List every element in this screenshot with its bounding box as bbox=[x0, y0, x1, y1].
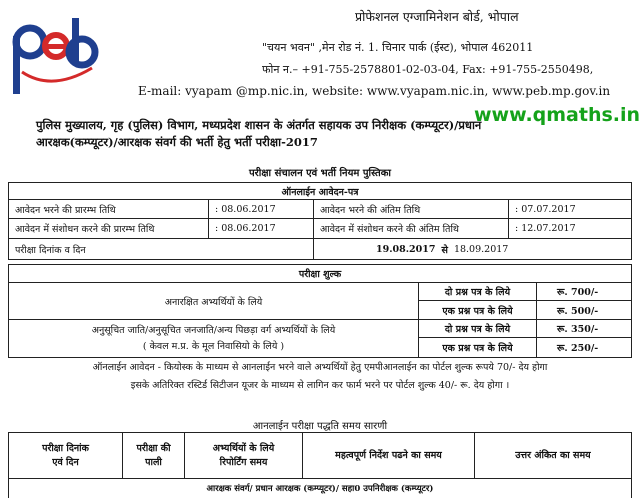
end-date-value: : 07.07.2017 bbox=[509, 200, 631, 219]
online-form-heading: ऑनलाईन आवेदन-पत्र bbox=[9, 183, 631, 200]
schedule-row-caption: आरक्षक संवर्ग/ प्रधान आरक्षक (कम्प्यूटर)/ सहा0 उपनिरीक्षक (कम्प्यूटर) bbox=[206, 483, 434, 494]
portal-fee-note-2: इसके अतिरिक्त रस्टिर्ड सिटीजन यूजर के माध्यम से लागिन कर फार्म भरने पर पोर्टल शुल्क 40/- रू. देय होगा । bbox=[130, 380, 510, 391]
org-email-website: E-mail: vyapam @mp.nic.in, website: www.vyapam.nic.in, www.peb.mp.gov.in bbox=[138, 84, 611, 98]
schedule-header-shift: परीक्षा की पाली bbox=[123, 433, 185, 479]
exam-date-from: 19.08.2017 bbox=[376, 243, 436, 255]
document-title bbox=[36, 117, 616, 151]
peb-logo bbox=[8, 14, 100, 100]
watermark-text: www.qmaths.in bbox=[474, 104, 640, 126]
schedule-header-date: परीक्षा दिनांक एवं दिन bbox=[9, 433, 123, 479]
org-phone: फोन न.– +91-755-2578801-02-03-04, Fax: +91-755-2550498, bbox=[262, 63, 594, 76]
fee-heading: परीक्षा शुल्क bbox=[9, 265, 631, 283]
fee-amount-general-two: रू. 700/- bbox=[537, 283, 631, 301]
fee-papers-reserved-two: दो प्रश्न पत्र के लिये bbox=[419, 320, 537, 338]
start-date-label: आवेदन भरने की प्रारम्भ तिथि bbox=[9, 200, 209, 219]
title-line-2: आरक्षक(कम्प्यूटर)/आरक्षक संवर्ग की भर्ती हेतु भर्ती परीक्षा-2017 bbox=[36, 135, 318, 149]
org-address: "चयन भवन" ,मेन रोड नं. 1. चिनार पार्क (ईस्ट), भोपाल 462011 bbox=[262, 41, 534, 54]
portal-fee-note-1: ऑनलाईन आवेदन - कियोस्क के माध्यम से आनलाईन भरने वाले अभ्यर्थियों हेतु एमपीआनलाईन का पोर्टल शुल्क रूपये 70/- देय होगा bbox=[92, 362, 548, 373]
schedule-header-instructions: महत्वपूर्ण निर्देश पढने का समय bbox=[303, 433, 475, 479]
fee-amount-reserved-two: रू. 350/- bbox=[537, 320, 631, 338]
fee-amount-general-one: रू. 500/- bbox=[537, 301, 631, 320]
exam-date-sep: से bbox=[441, 244, 448, 256]
schedule-title: आनलाईन परीक्षा पद्धति समय सारणी bbox=[252, 421, 388, 432]
schedule-header-reporting: अभ्यर्थियों के लिये रिपोर्टिंग समय bbox=[185, 433, 303, 479]
exam-date-range bbox=[314, 239, 631, 259]
fee-category-general: अनारक्षित अभ्यर्थियों के लिये bbox=[9, 283, 419, 320]
fee-papers-general-one: एक प्रश्न पत्र के लिये bbox=[419, 301, 537, 320]
fee-amount-reserved-one: रू. 250/- bbox=[557, 343, 599, 354]
fee-table bbox=[8, 264, 632, 358]
edit-end-label: आवेदन में संशोधन करने की अंतिम तिथि bbox=[314, 219, 509, 239]
edit-start-value: : 08.06.2017 bbox=[209, 219, 314, 239]
start-date-value: : 08.06.2017 bbox=[209, 200, 314, 219]
edit-start-label: आवेदन में संशोधन करने की प्रारम्भ तिथि bbox=[9, 219, 209, 239]
exam-date-to: 18.09.2017 bbox=[453, 243, 509, 255]
exam-date-label: परीक्षा दिनांक व दिन bbox=[9, 239, 314, 259]
document-subtitle: परीक्षा संचालन एवं भर्ती नियम पुस्तिका bbox=[248, 168, 392, 179]
end-date-label: आवेदन भरने की अंतिम तिथि bbox=[314, 200, 509, 219]
fee-papers-general-two: दो प्रश्न पत्र के लिये bbox=[419, 283, 537, 301]
fee-papers-reserved-one: एक प्रश्न पत्र के लिये bbox=[419, 338, 537, 357]
fee-category-reserved bbox=[9, 320, 419, 357]
online-form-table bbox=[8, 182, 632, 260]
fee-category-reserved-line1: अनुसूचित जाति/अनुसूचित जनजाति/अन्य पिछड़ा वर्ग अभ्यर्थियों के लिये bbox=[91, 324, 336, 336]
schedule-table bbox=[8, 432, 632, 498]
schedule-header-answer: उत्तर अंकित का समय bbox=[475, 433, 631, 479]
edit-end-value: : 12.07.2017 bbox=[509, 219, 631, 239]
title-line-1: पुलिस मुख्यालय, गृह (पुलिस) विभाग, मध्यप्रदेश शासन के अंतर्गत सहायक उप निरीक्षक (कम्प्यूटर)/प्रधान bbox=[36, 118, 482, 132]
org-name: प्रोफेशनल एग्जामिनेशन बोर्ड, भोपाल bbox=[355, 9, 519, 24]
fee-category-reserved-line2: ( केवल म.प्र. के मूल निवासियो के लिये ) bbox=[142, 340, 285, 352]
